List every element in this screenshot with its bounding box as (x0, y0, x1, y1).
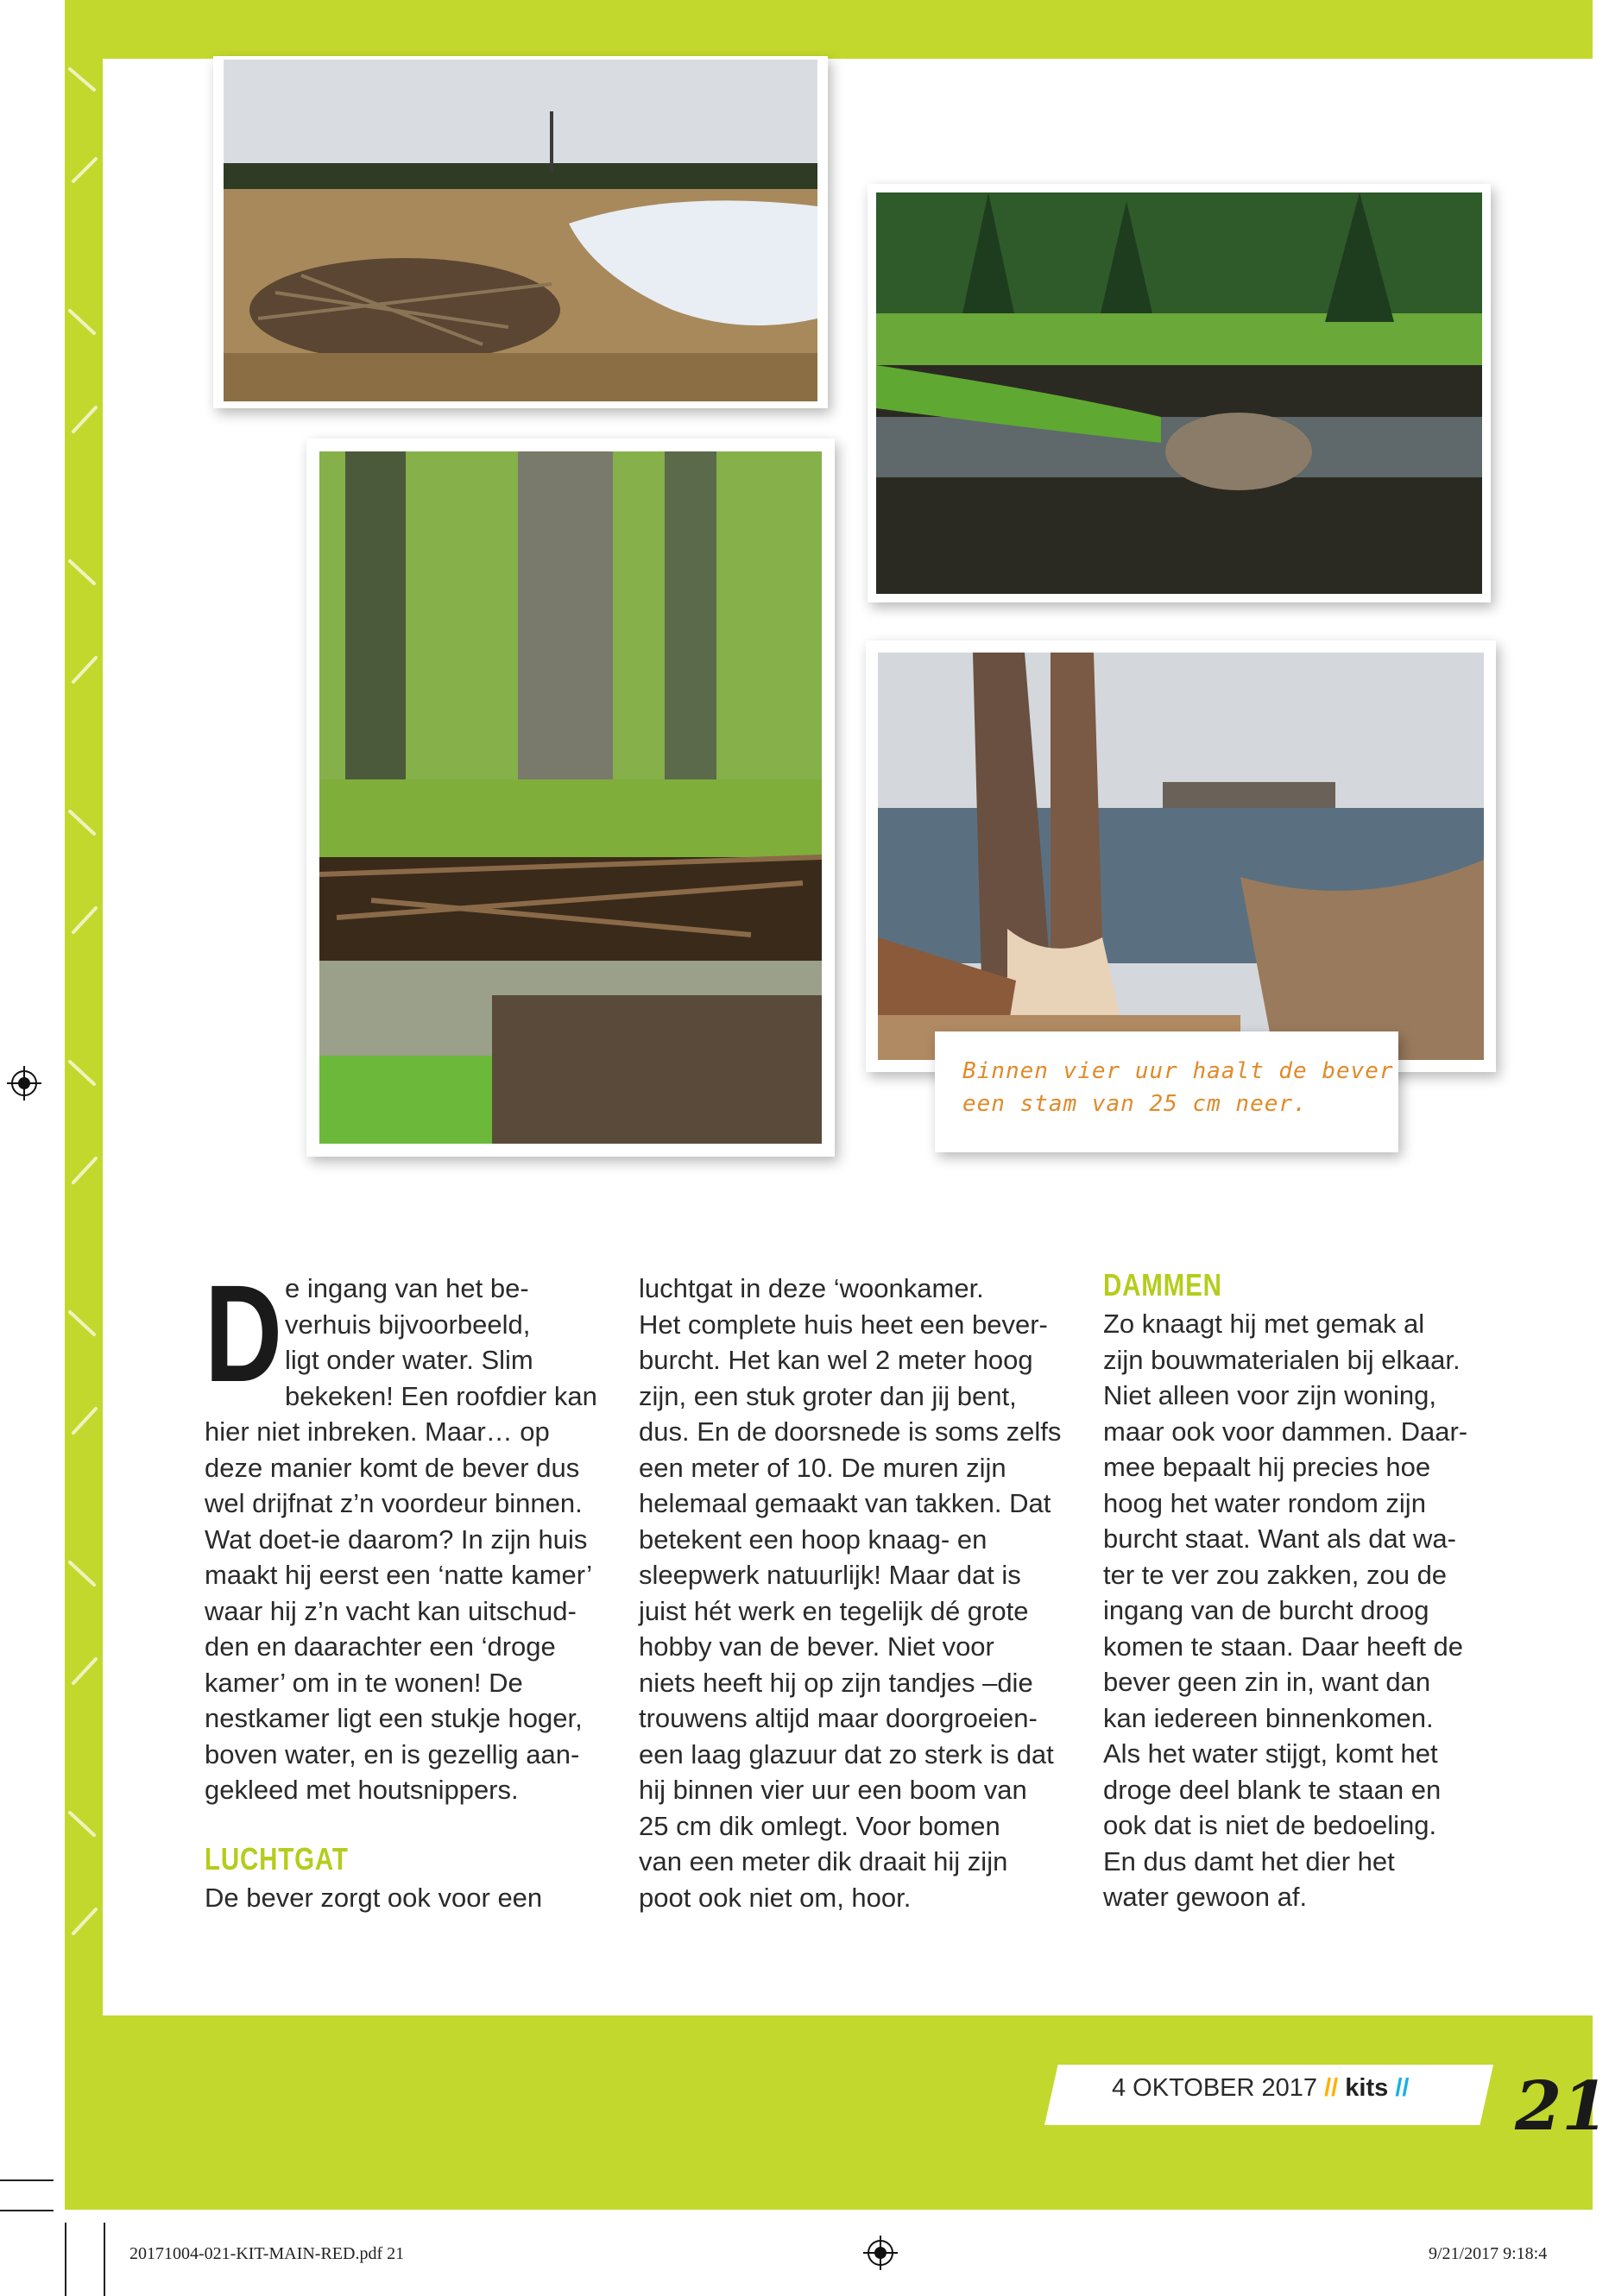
drop-cap: D (205, 1256, 283, 1410)
text-line: nestkamer ligt een stukje hoger, (205, 1703, 583, 1733)
text-line: Niet alleen voor zijn woning, (1103, 1380, 1436, 1410)
footer-separator: // (1324, 2074, 1339, 2102)
heading-luchtgat: LUCHTGAT (205, 1841, 349, 1877)
caption-line-1: Binnen vier uur haalt de bever (962, 1058, 1394, 1084)
text-line: poot ook niet om, hoor. (639, 1882, 912, 1913)
photo-dam-image (319, 451, 822, 1144)
text-line: ligt onder water. Slim (285, 1345, 533, 1375)
crop-mark (0, 2179, 54, 2181)
text-line: sleepwerk natuurlijk! Maar dat is (639, 1560, 1021, 1590)
column-1-tail (205, 1880, 542, 1916)
text-line: verhuis bijvoorbeeld, (285, 1309, 531, 1340)
footer-date: 4 OKTOBER 2017 (1112, 2074, 1318, 2102)
text-line: Wat doet-ie daarom? In zijn huis (205, 1523, 588, 1555)
photo-beaver-lodge-marsh (213, 56, 828, 408)
text-line: En dus damt het dier het (1103, 1845, 1395, 1877)
page-number: 21 (1515, 2067, 1609, 2146)
crop-mark (104, 2223, 105, 2296)
text-line: droge deel blank te staan en (1103, 1774, 1442, 1805)
text-line: luchtgat in deze ‘woonkamer. (639, 1273, 984, 1303)
text-line: ter te ver zou zakken, zou de (1103, 1559, 1448, 1590)
text-line: niets heeft hij op zijn tandjes –die (639, 1667, 1033, 1698)
text-line: hobby van de bever. Niet voor (639, 1631, 994, 1662)
text-line: maar ook voor dammen. Daar- (1103, 1416, 1468, 1447)
print-slug-file: 20171004-021-KIT-MAIN-RED.pdf 21 (129, 2244, 405, 2263)
text-line: 25 cm dik omlegt. Voor bomen (639, 1810, 1000, 1841)
text-line: hier niet inbreken. Maar… op (205, 1416, 550, 1447)
text-line: Zo knaagt hij met gemak al (1103, 1309, 1425, 1339)
text-line: dus. En de doorsnede is soms zelfs (639, 1416, 1062, 1447)
column-1-body (205, 1414, 592, 1808)
crop-mark (65, 2223, 66, 2296)
text-line: hij binnen vier uur een boom van (639, 1775, 1027, 1805)
footer-brand: kits (1345, 2074, 1389, 2102)
top-green-band (65, 0, 1593, 59)
text-line: burcht staat. Want als dat wa- (1103, 1523, 1456, 1554)
footer-issue-info (1112, 2074, 1409, 2103)
photo-caption (962, 1055, 1394, 1120)
text-line: waar hij z’n vacht kan uitschud- (205, 1595, 577, 1626)
text-line: deze manier komt de bever dus (205, 1452, 580, 1483)
text-line: bekeken! Een roofdier kan (285, 1380, 597, 1411)
footer-separator-end: // (1395, 2074, 1410, 2102)
registration-mark-icon (863, 2236, 898, 2270)
text-line: trouwens altijd maar doorgroeien- (639, 1703, 1038, 1733)
text-line: ingang van de burcht droog (1103, 1595, 1429, 1625)
column-3 (1103, 1306, 1467, 1915)
column-1-intro (285, 1271, 597, 1414)
photo-marsh-image (224, 60, 817, 401)
photo-trees-image (878, 653, 1484, 1060)
text-line: Als het water stijgt, komt het (1103, 1738, 1438, 1769)
registration-mark-icon (7, 1066, 41, 1101)
text-line: kamer’ om in te wonen! De (205, 1667, 523, 1698)
text-line: mee bepaalt hij precies hoe (1103, 1452, 1431, 1482)
caption-line-2: een stam van 25 cm neer. (962, 1091, 1308, 1117)
heading-dammen: DAMMEN (1103, 1267, 1222, 1303)
text-line: zijn, een stuk groter dan jij bent, (639, 1380, 1017, 1411)
text-line: betekent een hoop knaag- en (639, 1523, 987, 1555)
text-line: een laag glazuur dat zo sterk is dat (639, 1738, 1054, 1769)
text-line: burcht. Het kan wel 2 meter hoog (639, 1345, 1033, 1375)
text-line: e ingang van het be- (285, 1273, 529, 1303)
text-line: boven water, en is gezellig aan- (205, 1738, 580, 1769)
text-line: helemaal gemaakt van takken. Dat (639, 1488, 1051, 1518)
photo-pond-image (876, 192, 1482, 594)
text-line: bever geen zin in, want dan (1103, 1667, 1431, 1697)
text-line: wel drijfnat z’n voordeur binnen. (205, 1488, 583, 1518)
photo-lodge-forest-pond (868, 184, 1491, 602)
text-line: een meter of 10. De muren zijn (639, 1452, 1006, 1483)
text-line: Het complete huis heet een bever- (639, 1309, 1048, 1340)
print-slug-timestamp: 9/21/2017 9:18:4 (1429, 2244, 1548, 2263)
text-line: juist hét werk en tegelijk dé grote (639, 1595, 1029, 1626)
photo-beaver-dam (306, 438, 835, 1157)
text-line: kan iedereen binnenkomen. (1103, 1702, 1434, 1733)
text-line: hoog het water rondom zijn (1103, 1487, 1426, 1518)
text-line: van een meter dik draait hij zijn (639, 1846, 1008, 1877)
text-line: ook dat is niet de bedoeling. (1103, 1810, 1437, 1840)
text-line: zijn bouwmaterialen bij elkaar. (1103, 1344, 1461, 1375)
text-line: De bever zorgt ook voor een (205, 1883, 543, 1913)
text-line: komen te staan. Daar heeft de (1103, 1631, 1464, 1662)
crop-mark (0, 2210, 54, 2211)
text-line: den en daarachter een ‘droge (205, 1631, 556, 1662)
pencil-pattern (65, 52, 103, 2020)
photo-gnawed-trees (866, 640, 1496, 1072)
text-line: gekleed met houtsnippers. (205, 1775, 519, 1805)
column-2 (639, 1271, 1061, 1915)
text-line: water gewoon af. (1103, 1882, 1308, 1912)
text-line: maakt hij eerst een ‘natte kamer’ (205, 1560, 593, 1590)
